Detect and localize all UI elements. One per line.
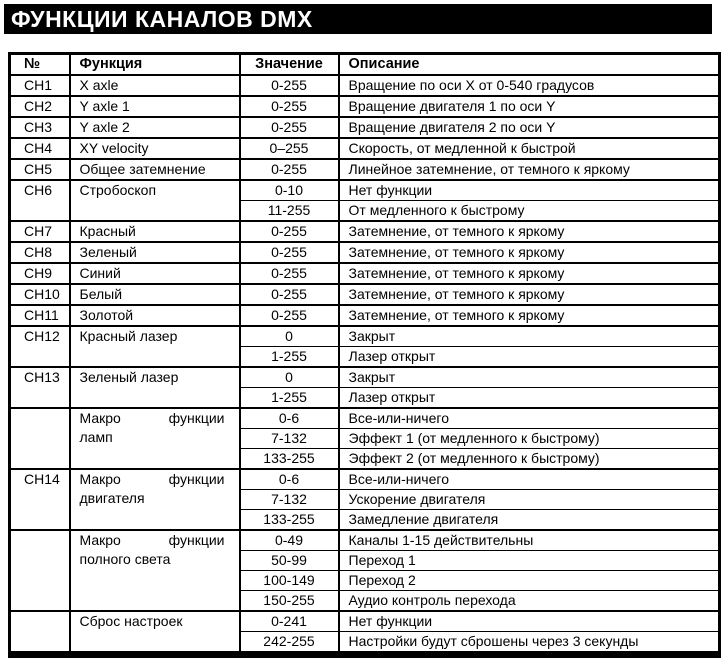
function-word: Белый [79, 286, 123, 302]
function-word: Y axle 2 [79, 119, 130, 135]
value-cell: 0-255 [240, 75, 339, 96]
description-cell: Вращение двигателя 2 по оси Y [339, 117, 720, 138]
function-line [80, 409, 225, 428]
page-title: ФУНКЦИИ КАНАЛОВ DMX [4, 4, 712, 34]
function-line [80, 97, 225, 116]
table-row [10, 117, 720, 138]
table-row [10, 530, 720, 551]
description-cell: Закрыт [339, 367, 720, 388]
value-cell: 0-255 [240, 117, 339, 138]
function-word: функции [168, 532, 225, 548]
function-line [80, 368, 225, 387]
value-cell: 133-255 [240, 510, 339, 531]
channel-cell: CH11 [10, 305, 70, 326]
channel-cell: CH5 [10, 159, 70, 180]
description-cell: Затемнение, от темного к яркому [339, 284, 720, 305]
description-cell: Каналы 1-15 действительны [339, 530, 720, 551]
description-cell: Все-или-ничего [339, 469, 720, 490]
table-row [10, 408, 720, 429]
description-cell: От медленного к быстрому [339, 201, 720, 222]
function-cell [70, 367, 240, 408]
channel-cell: CH4 [10, 138, 70, 159]
function-word: функции [168, 410, 225, 426]
function-cell [70, 305, 240, 326]
description-cell: Затемнение, от темного к яркому [339, 263, 720, 284]
function-line [80, 489, 225, 508]
value-cell: 100-149 [240, 571, 339, 591]
function-word: Зеленый лазер [79, 369, 179, 385]
function-line [80, 76, 225, 95]
channel-cell: CH14 [10, 469, 70, 530]
function-word: XY velocity [79, 140, 149, 156]
channel-cell: CH9 [10, 263, 70, 284]
table-row [10, 180, 720, 201]
column-header-value: Значение [240, 54, 339, 76]
description-cell: Вращение по оси X от 0-540 градусов [339, 75, 720, 96]
channel-cell: CH10 [10, 284, 70, 305]
value-cell: 0-255 [240, 263, 339, 284]
function-cell [70, 159, 240, 180]
function-line [80, 428, 225, 447]
function-line [80, 470, 225, 489]
function-word: Зеленый [79, 244, 137, 260]
description-cell: Настройки будут сброшены через 3 секунды [339, 632, 720, 655]
value-cell: 0-255 [240, 305, 339, 326]
description-cell: Лазер открыт [339, 347, 720, 368]
function-cell [70, 96, 240, 117]
channel-cell: CH2 [10, 96, 70, 117]
channel-cell [10, 530, 70, 611]
value-cell: 1-255 [240, 347, 339, 368]
description-cell: Закрыт [339, 326, 720, 347]
function-line [80, 160, 225, 179]
column-header-description: Описание [339, 54, 720, 76]
function-cell [70, 75, 240, 96]
description-cell: Ускорение двигателя [339, 490, 720, 510]
channel-cell: CH13 [10, 367, 70, 408]
description-cell: Вращение двигателя 1 по оси Y [339, 96, 720, 117]
description-cell: Все-или-ничего [339, 408, 720, 429]
description-cell: Эффект 1 (от медленного к быстрому) [339, 429, 720, 449]
value-cell: 0-49 [240, 530, 339, 551]
table-row [10, 469, 720, 490]
function-cell [70, 326, 240, 367]
function-word: Сброс настроек [79, 613, 183, 629]
function-line [80, 181, 225, 200]
value-cell: 0-6 [240, 408, 339, 429]
column-header-number: № [10, 54, 70, 76]
description-cell: Нет функции [339, 180, 720, 201]
table-row [10, 284, 720, 305]
value-cell: 150-255 [240, 591, 339, 612]
channel-cell: CH6 [10, 180, 70, 221]
function-line [80, 118, 225, 137]
description-cell: Переход 1 [339, 551, 720, 571]
function-word: Макро [79, 410, 121, 426]
description-cell: Затемнение, от темного к яркому [339, 221, 720, 242]
table-row [10, 96, 720, 117]
function-line [80, 531, 225, 550]
function-word: ламп [79, 429, 113, 445]
description-cell: Замедление двигателя [339, 510, 720, 531]
function-cell [70, 263, 240, 284]
description-cell: Лазер открыт [339, 388, 720, 409]
value-cell: 0-255 [240, 159, 339, 180]
table-header-row [10, 54, 720, 76]
function-word: Синий [79, 265, 121, 281]
function-cell [70, 180, 240, 221]
column-header-function: Функция [70, 54, 240, 76]
description-cell: Переход 2 [339, 571, 720, 591]
function-word: Стробоскоп [79, 182, 157, 198]
channel-cell [10, 611, 70, 655]
value-cell: 0-255 [240, 96, 339, 117]
function-cell [70, 117, 240, 138]
description-cell: Нет функции [339, 611, 720, 632]
value-cell: 0-6 [240, 469, 339, 490]
channel-cell: CH8 [10, 242, 70, 263]
function-line [80, 285, 225, 304]
function-word: Y axle 1 [79, 98, 130, 114]
function-line [80, 612, 225, 631]
table-row [10, 326, 720, 347]
function-word: Макро [79, 532, 121, 548]
table-row [10, 221, 720, 242]
channel-cell: CH3 [10, 117, 70, 138]
function-word: X axle [79, 77, 119, 93]
function-line [80, 222, 225, 241]
value-cell: 0-255 [240, 221, 339, 242]
function-cell [70, 408, 240, 469]
value-cell: 50-99 [240, 551, 339, 571]
channel-cell: CH12 [10, 326, 70, 367]
value-cell: 0 [240, 367, 339, 388]
table-row [10, 263, 720, 284]
table-row [10, 242, 720, 263]
function-cell [70, 611, 240, 655]
value-cell: 0 [240, 326, 339, 347]
value-cell: 0–255 [240, 138, 339, 159]
table-row [10, 159, 720, 180]
table-row [10, 75, 720, 96]
function-word: Золотой [79, 307, 134, 323]
function-word: функции [168, 471, 225, 487]
description-cell: Аудио контроль перехода [339, 591, 720, 612]
function-line [80, 139, 225, 158]
function-cell [70, 530, 240, 611]
function-line [80, 327, 225, 346]
function-word: Красный лазер [79, 328, 178, 344]
value-cell: 133-255 [240, 449, 339, 470]
function-line [80, 550, 225, 569]
description-cell: Линейное затемнение, от темного к яркому [339, 159, 720, 180]
channel-cell: CH7 [10, 221, 70, 242]
description-cell: Затемнение, от темного к яркому [339, 305, 720, 326]
description-cell: Затемнение, от темного к яркому [339, 242, 720, 263]
description-cell: Эффект 2 (от медленного к быстрому) [339, 449, 720, 470]
table-row [10, 138, 720, 159]
function-line [80, 243, 225, 262]
table-row [10, 367, 720, 388]
table-row [10, 611, 720, 632]
channel-cell [10, 408, 70, 469]
function-word: Красный [79, 223, 136, 239]
description-cell: Скорость, от медленной к быстрой [339, 138, 720, 159]
value-cell: 0-241 [240, 611, 339, 632]
function-cell [70, 138, 240, 159]
function-cell [70, 284, 240, 305]
dmx-channel-table [8, 52, 721, 658]
value-cell: 1-255 [240, 388, 339, 409]
channel-cell: CH1 [10, 75, 70, 96]
value-cell: 242-255 [240, 632, 339, 655]
value-cell: 7-132 [240, 429, 339, 449]
table-row [10, 305, 720, 326]
function-cell [70, 221, 240, 242]
value-cell: 7-132 [240, 490, 339, 510]
function-word: Макро [79, 471, 121, 487]
value-cell: 0-255 [240, 242, 339, 263]
value-cell: 0-10 [240, 180, 339, 201]
function-cell [70, 242, 240, 263]
function-word: полного света [79, 551, 171, 567]
function-line [80, 306, 225, 325]
function-word: Общее затемнение [79, 161, 206, 177]
function-cell [70, 469, 240, 530]
function-line [80, 264, 225, 283]
value-cell: 0-255 [240, 284, 339, 305]
value-cell: 11-255 [240, 201, 339, 222]
function-word: двигателя [79, 490, 145, 506]
